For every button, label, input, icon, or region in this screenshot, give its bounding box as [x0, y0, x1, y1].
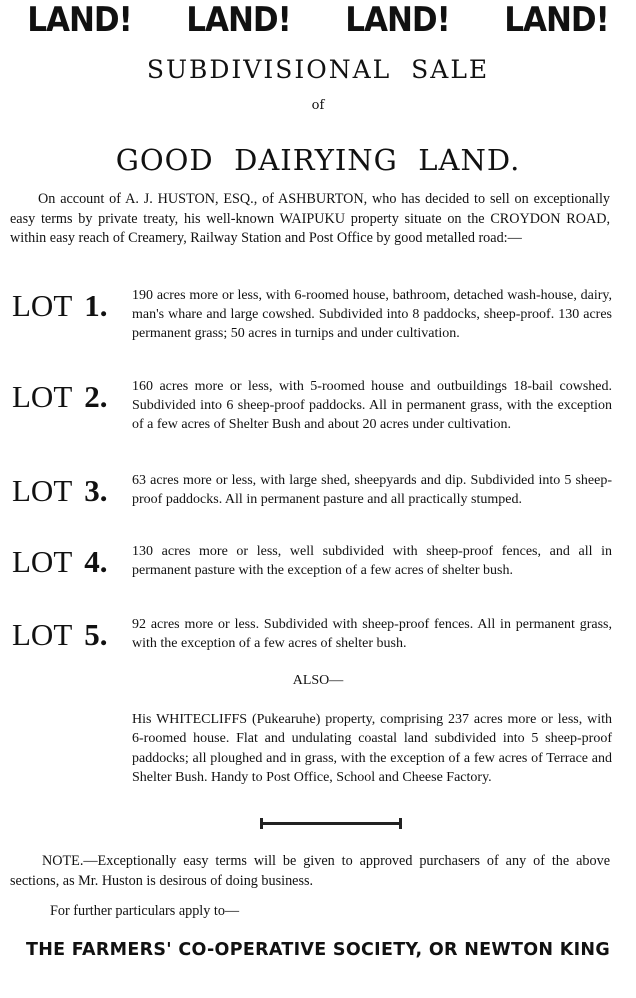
- society-name: THE FARMERS' CO-OPERATIVE SOCIETY, OR NEWTON KING: [25, 940, 611, 960]
- lot-description: 190 acres more or less, with 6-roomed house, bathroom, detached wash-house, dairy, man's whare and large cowshed. Subdivided into 8 paddocks, sheep-proof. 130 acres permanent grass; 50 acres in turnips and under cultivation.: [132, 288, 612, 342]
- lot-label: LOT 5.: [12, 617, 108, 652]
- lot-description: 130 acres more or less, well subdivided with sheep-proof fences, and all in permanent pasture with the exception of a few acres of shelter bush.: [132, 544, 612, 579]
- banner-word: LAND!: [504, 0, 609, 40]
- intro-paragraph: On account of A. J. HUSTON, ESQ., of ASHBURTON, who has decided to sell on exceptionally easy terms by private treaty, his well-known WAIPUKU property situate on the CROYDON ROAD, within easy reach of Creamery, Railway Station and Post Office by good metalled road:—: [10, 191, 610, 246]
- lot-description: 160 acres more or less, with 5-roomed house and outbuildings 18-bail cowshed. Subdivided into 6 sheep-proof paddocks. All in permanent grass, with the exception of a few acres of Shelter Bush and about 20 acres under cultivation.: [132, 379, 612, 433]
- lot-label: LOT 2.: [12, 379, 108, 414]
- divider-rule: [262, 822, 400, 825]
- lot-description: 63 acres more or less, with large shed, sheepyards and dip. Subdivided into 5 sheep-proof paddocks. All in permanent pasture and all practically stumped.: [132, 473, 612, 508]
- banner-word: LAND!: [186, 0, 291, 40]
- of-connector: of: [311, 98, 325, 113]
- note-paragraph: NOTE.—Exceptionally easy terms will be given to approved purchasers of any of the above sections, as Mr. Huston is desirous of doing business.: [10, 853, 610, 889]
- also-heading: ALSO—: [292, 673, 344, 688]
- page-subtitle: GOOD DAIRYING LAND.: [115, 143, 521, 177]
- lot-description: 92 acres more or less. Subdivided with sheep-proof fences. All in permanent grass, with the exception of a few acres of shelter bush.: [132, 617, 612, 652]
- lot-label: LOT 1.: [12, 288, 108, 323]
- lot-label: LOT 4.: [12, 544, 108, 579]
- whitecliffs-paragraph: His WHITECLIFFS (Pukearuhe) property, comprising 237 acres more or less, with 6-roomed house. Flat and undulating coastal land subdivided into 5 sheep-proof paddocks; all ploughed and in grass, with the exception of a few acres of Terrace and Shelter Bush. Handy to Post Office, School and Cheese Factory.: [132, 712, 612, 785]
- banner: [0, 0, 636, 40]
- banner-word: LAND!: [345, 0, 450, 40]
- apply-line: For further particulars apply to—: [50, 903, 240, 919]
- lot-label: LOT 3.: [12, 473, 108, 508]
- page-title: SUBDIVISIONAL SALE: [146, 55, 490, 84]
- banner-word: LAND!: [27, 0, 132, 40]
